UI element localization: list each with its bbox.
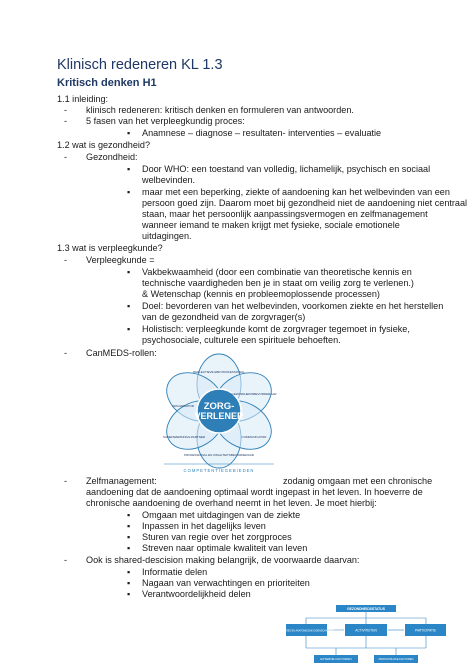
- list-item: 5 fasen van het verpleegkundig proces:: [86, 116, 245, 126]
- flow-box-label: ACTIVITEITEN: [355, 628, 377, 633]
- list-item: Zelfmanagement:: [86, 476, 157, 486]
- canmeds-diagram: [150, 354, 288, 476]
- square-bullet: ▪: [127, 128, 131, 138]
- square-bullet: ▪: [127, 521, 131, 531]
- list-item: klinisch redeneren: kritisch denken en formuleren van antwoorden.: [86, 105, 354, 115]
- square-bullet: ▪: [127, 324, 131, 334]
- list-item: Inpassen in het dagelijks leven: [142, 521, 266, 531]
- list-item: & Wetenschap (kennis en probleemoplossende processen): [142, 289, 380, 299]
- list-item: wanneer iemand te maken krijgt met fysieke, sociale emotionele: [142, 220, 400, 230]
- dash-bullet: -: [64, 116, 68, 126]
- list-item: Nagaan van verwachtingen en prioriteiten: [142, 578, 310, 588]
- dash-bullet: -: [64, 255, 68, 265]
- flow-box-label: PERSOONLIJKE FACTOREN: [378, 658, 414, 662]
- list-item: Verpleegkunde =: [86, 255, 155, 265]
- dash-bullet: -: [64, 348, 68, 358]
- flow-box-label: EXTERNE FACTOREN: [320, 657, 352, 662]
- list-item: Door WHO: een toestand van volledig, lichamelijk, psychisch en sociaal: [142, 164, 431, 174]
- list-item: CanMEDS-rollen:: [86, 348, 157, 358]
- icf-flow-diagram: [278, 604, 446, 666]
- flow-box-label: PARTICIPATIE: [414, 628, 437, 633]
- square-bullet: ▪: [127, 578, 131, 588]
- list-item: Ook is shared-descision making belangrijk, de voorwaarde daarvan:: [86, 555, 360, 565]
- square-bullet: ▪: [127, 543, 131, 553]
- page-title: Klinisch redeneren KL 1.3: [57, 57, 223, 73]
- square-bullet: ▪: [127, 510, 131, 520]
- list-item: Verantwoordelijkheid delen: [142, 589, 251, 599]
- petal-label: COMMUNICATOR: [241, 435, 267, 439]
- page-subtitle: Kritisch denken H1: [57, 77, 157, 89]
- list-item: Sturen van regie over het zorgproces: [142, 532, 292, 542]
- list-item: staan, maar het persoonlijk aanpassingsvermogen en zelfmanagement: [142, 209, 428, 219]
- petal-label: SAMENWERKINGS-PARTNER: [162, 435, 206, 439]
- list-item: Vakbekwaamheid (door een combinatie van theoretische kennis en: [142, 267, 412, 277]
- square-bullet: ▪: [127, 301, 131, 311]
- petal-label: PROFESSIONAL EN KWALITEITSBEVORDERAAR: [184, 453, 254, 457]
- list-item: Doel: bevorderen van het welbevinden, voorkomen ziekte en het herstellen: [142, 301, 444, 311]
- flow-box-top-label: GEZONDHEIDSSTATUS: [347, 607, 385, 612]
- list-item: Anamnese – diagnose – resultaten- interventies – evaluatie: [142, 128, 382, 138]
- center-label-line1: ZORG-: [203, 401, 235, 412]
- list-item: psychosociale, culturele een spirituele behoeften.: [142, 335, 341, 345]
- dash-bullet: -: [64, 105, 68, 115]
- list-item: zodanig omgaan met een chronische: [283, 476, 433, 486]
- dash-bullet: -: [64, 476, 68, 486]
- petal-label: REFLECTIEVE EBP-PROFESSIONAL: [193, 370, 245, 374]
- list-item: Omgaan met uitdagingen van de ziekte: [142, 510, 301, 520]
- list-item: welbevinden.: [142, 175, 196, 185]
- list-item: aandoening dat de aandoening optimaal wordt ingepast in het leven. In hoeverre de: [86, 487, 423, 497]
- dash-bullet: -: [64, 555, 68, 565]
- square-bullet: ▪: [127, 589, 131, 599]
- list-item: chronische aandoening de overhand neemt in het leven. Je moet hierbij:: [86, 498, 377, 508]
- center-label-line2: VERLENER: [194, 411, 244, 421]
- petal-label: ORGANISATOR: [172, 404, 194, 408]
- flow-box-label: FUNCTIES EN ANATOMISCHE EIGENSCHAPPEN: [278, 629, 335, 633]
- list-item: Informatie delen: [142, 567, 208, 577]
- heading-1-2: 1.2 wat is gezondheid?: [57, 140, 151, 150]
- heading-1-1: 1.1 inleiding:: [57, 94, 109, 104]
- list-item: Holistisch: verpleegkunde komt de zorgvrager tegemoet in fysieke,: [142, 324, 410, 334]
- square-bullet: ▪: [127, 187, 131, 197]
- list-item: van de gezondheid van de zorgvrager(s): [142, 312, 306, 322]
- list-item: technische vaardigheden ben je in staat om veilig zorg te verlenen.): [142, 278, 414, 288]
- list-item: Gezondheid:: [86, 152, 138, 162]
- heading-1-3: 1.3 wat is verpleegkunde?: [57, 243, 163, 253]
- square-bullet: ▪: [127, 567, 131, 577]
- list-item: persoon goed zijn. Daarom moet bij gezondheid niet de aandoening niet centraal: [142, 198, 468, 208]
- dash-bullet: -: [64, 152, 68, 162]
- diagram-footer: COMPETENTIEGEBIEDEN: [183, 468, 255, 473]
- list-item: uitdagingen.: [142, 231, 192, 241]
- square-bullet: ▪: [127, 532, 131, 542]
- list-item: Streven naar optimale kwaliteit van leven: [142, 543, 308, 553]
- square-bullet: ▪: [127, 164, 131, 174]
- list-item: maar met een beperking, ziekte of aandoening kan het welbevinden van een: [142, 187, 450, 197]
- square-bullet: ▪: [127, 267, 131, 277]
- petal-label: GEZONDHEIDSBEVORDERAAR: [231, 392, 277, 396]
